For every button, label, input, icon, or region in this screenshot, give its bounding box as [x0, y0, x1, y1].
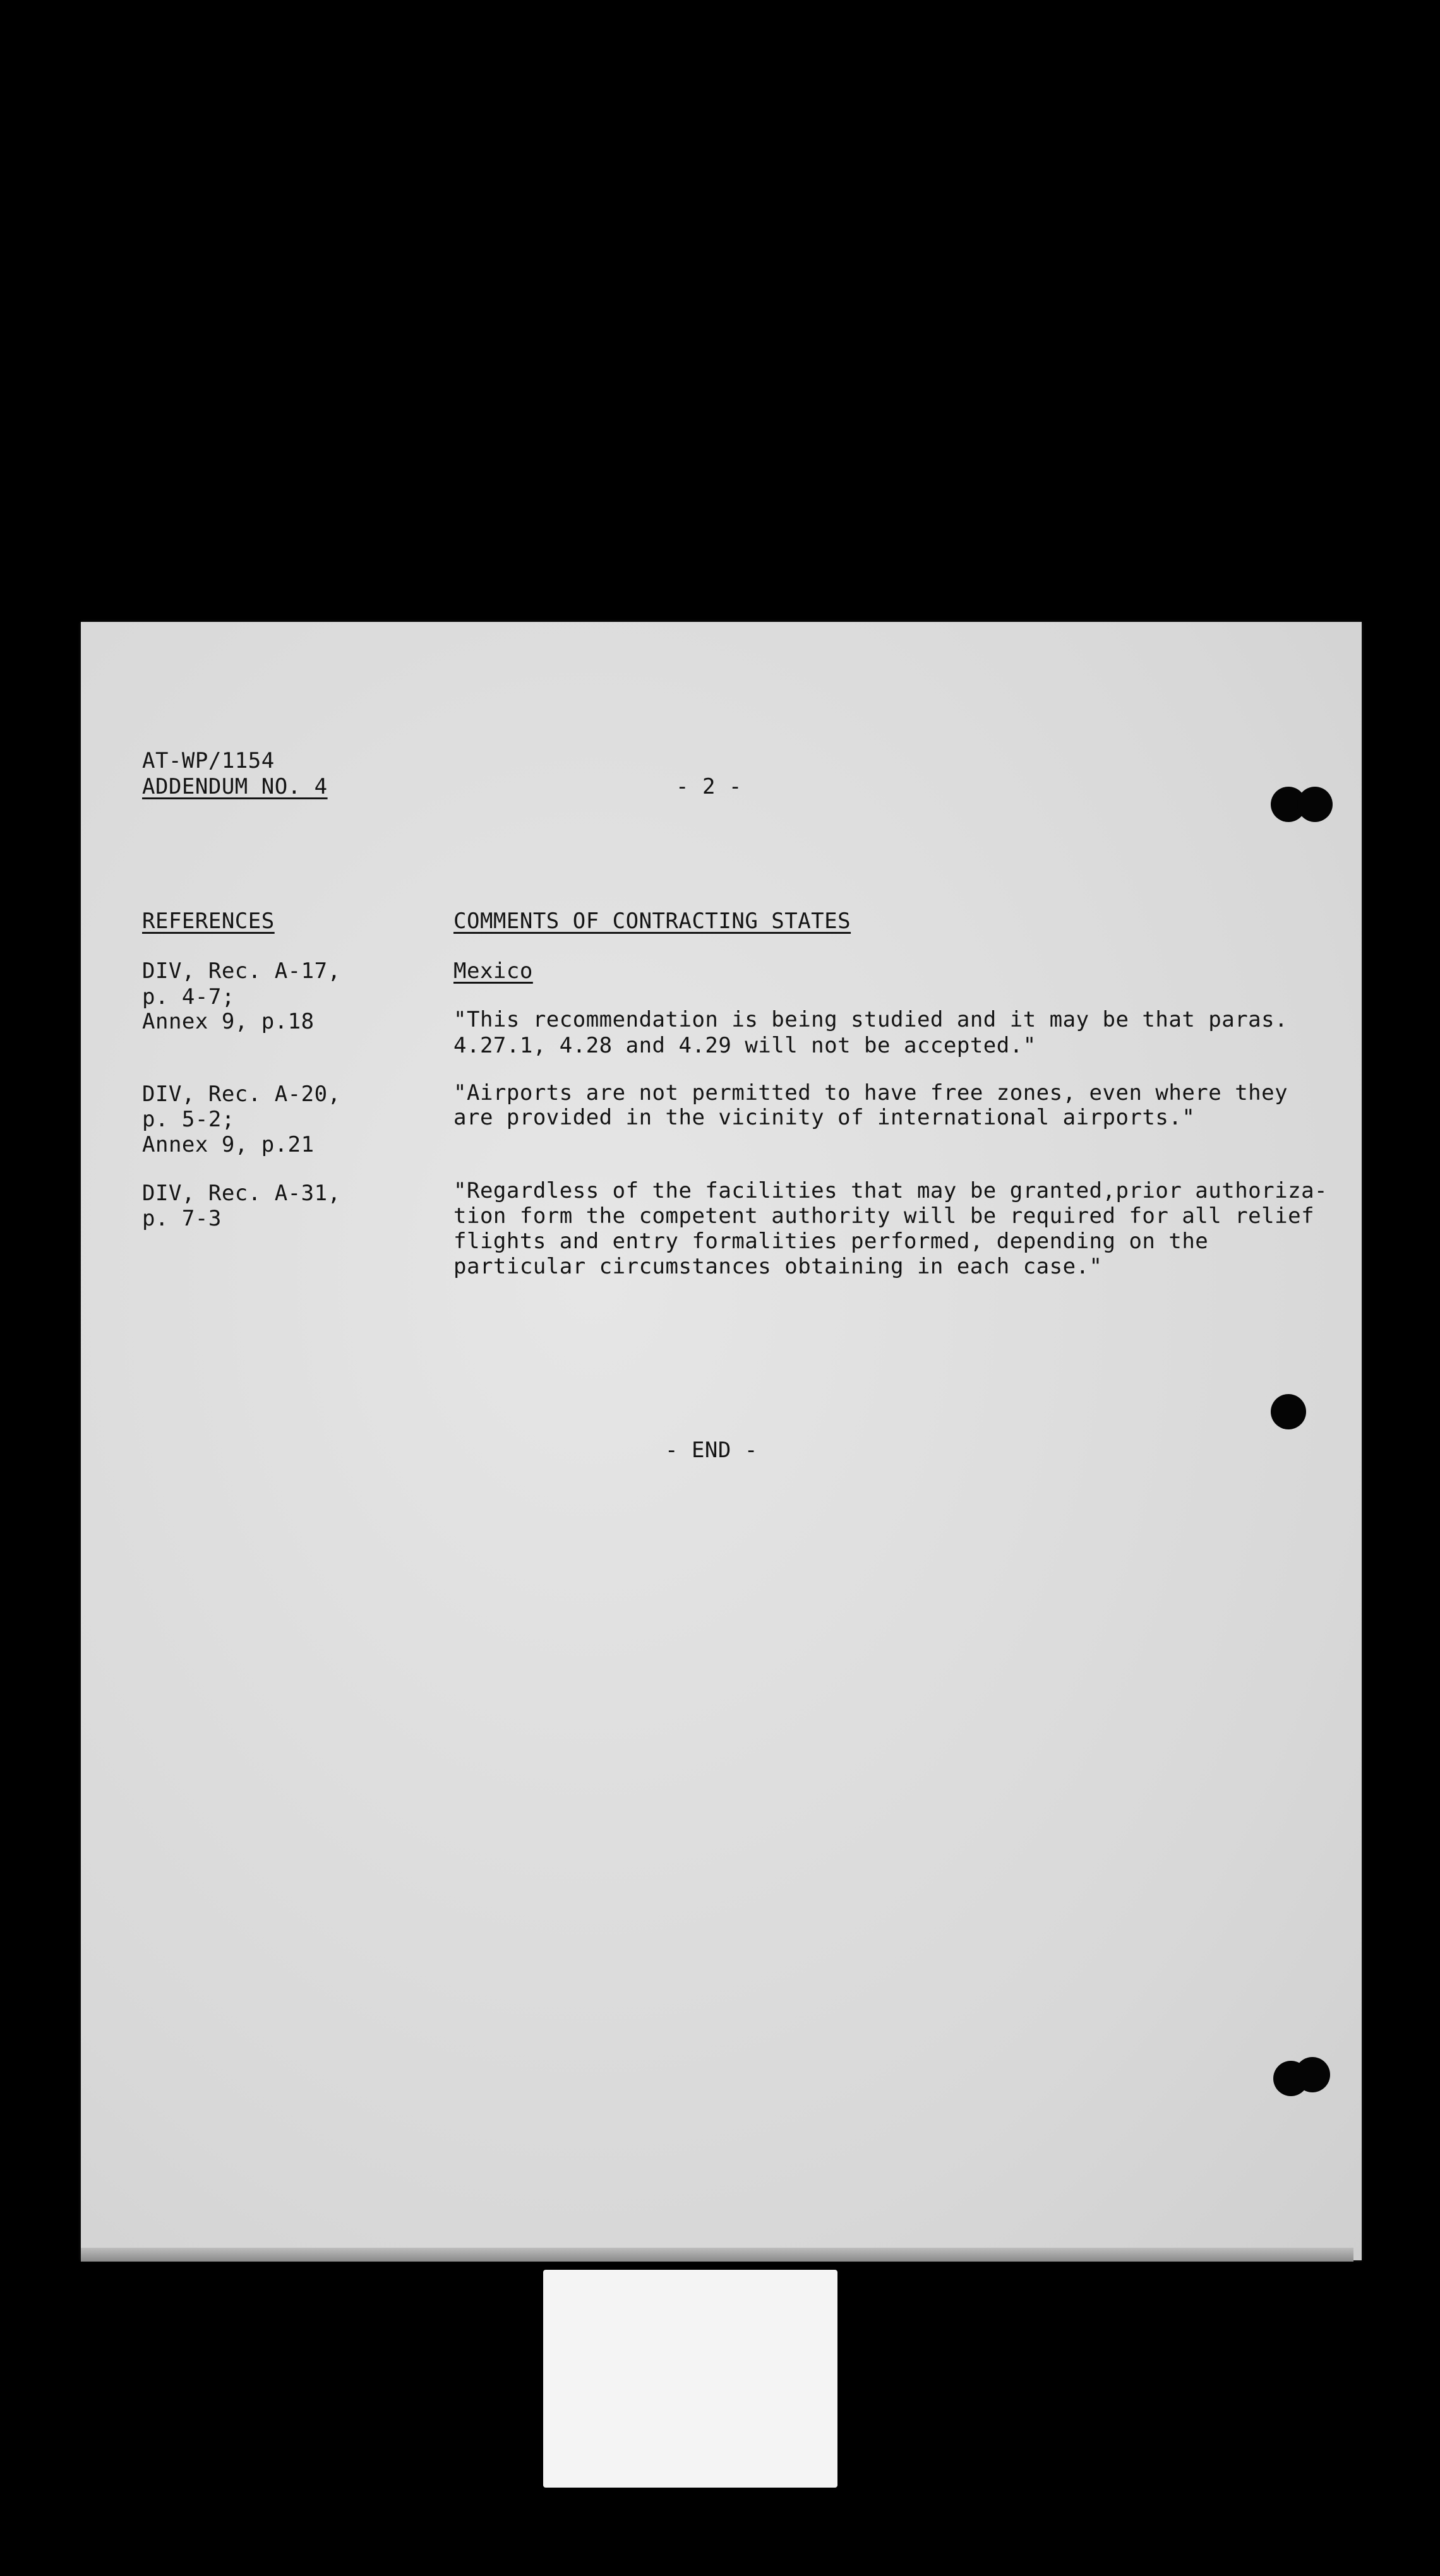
comments-heading: COMMENTS OF CONTRACTING STATES: [453, 909, 851, 934]
reference-line: p. 4-7;: [142, 984, 235, 1010]
reference-line: p. 7-3: [142, 1206, 222, 1231]
blank-slip: [543, 2270, 837, 2488]
reference-line: p. 5-2;: [142, 1107, 235, 1132]
end-mark: - END -: [665, 1438, 758, 1463]
comment-line: "Regardless of the facilities that may be granted,prior authoriza-: [453, 1178, 1328, 1203]
references-heading: REFERENCES: [142, 909, 275, 934]
country-name: Mexico: [453, 958, 533, 984]
page-edge: [81, 2248, 1353, 2262]
comment-line: "Airports are not permitted to have free zones, even where they: [453, 1080, 1288, 1106]
punch-hole-middle: [1271, 1394, 1306, 1429]
comment-line: tion form the competent authority will be required for all relief: [453, 1203, 1315, 1229]
document-id: AT-WP/1154: [142, 748, 275, 773]
reference-line: DIV, Rec. A-20,: [142, 1082, 341, 1107]
comment-line: are provided in the vicinity of international airports.": [453, 1105, 1196, 1130]
reference-line: Annex 9, p.21: [142, 1132, 315, 1157]
page-number: - 2 -: [676, 774, 742, 799]
comment-line: particular circumstances obtaining in each case.": [453, 1254, 1103, 1279]
reference-line: Annex 9, p.18: [142, 1009, 315, 1034]
reference-line: DIV, Rec. A-31,: [142, 1181, 341, 1206]
punch-hole-bottom-overlap: [1295, 2057, 1330, 2092]
comment-line: 4.27.1, 4.28 and 4.29 will not be accepted.": [453, 1033, 1036, 1058]
punch-hole-top-overlap: [1297, 787, 1333, 822]
comment-line: flights and entry formalities performed, depending on the: [453, 1229, 1209, 1254]
addendum-label: ADDENDUM NO. 4: [142, 774, 328, 799]
reference-line: DIV, Rec. A-17,: [142, 958, 341, 984]
comment-line: "This recommendation is being studied and it may be that paras.: [453, 1007, 1288, 1032]
